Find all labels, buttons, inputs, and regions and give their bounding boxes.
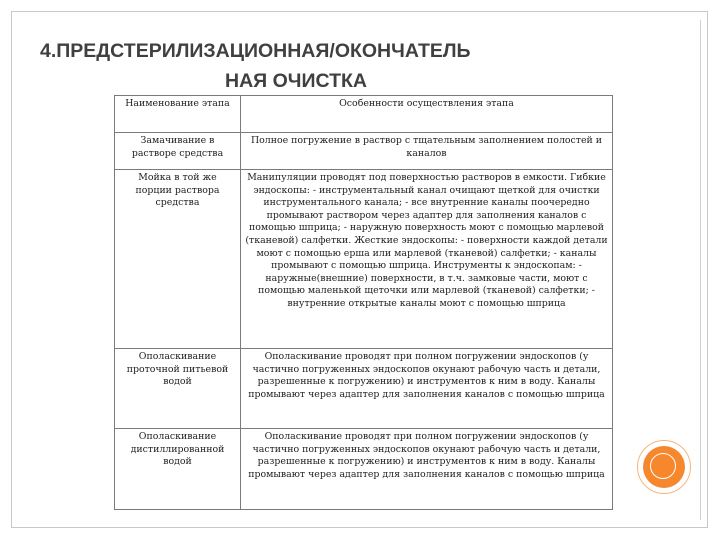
- table-header-row: [115, 96, 613, 133]
- slide-title: [40, 36, 600, 96]
- stage-name-cell: Ополаскивание дистиллированной водой: [115, 429, 241, 510]
- stage-details-cell: Ополаскивание проводят при полном погружении эндоскопов (у частично погруженных эндоскопов окунают рабочую часть и детали, разрешенные к погружению) и инструментов к ним в воду. Каналы промывают через адаптер для заполнения каналов с помощью шприца: [241, 429, 613, 510]
- table-row: [115, 133, 613, 170]
- stage-name-cell: Замачивание в растворе средства: [115, 133, 241, 170]
- slide-title-line-1: 4.ПРЕДСТЕРИЛИЗАЦИОННАЯ/ОКОНЧАТЕЛЬ: [40, 40, 471, 62]
- header-stage-details: Особенности осуществления этапа: [241, 96, 613, 133]
- stage-name-cell: Ополаскивание проточной питьевой водой: [115, 349, 241, 429]
- stage-name-cell: Мойка в той же порции раствора средства: [115, 170, 241, 349]
- stage-details-cell: Полное погружение в раствор с тщательным заполнением полостей и каналов: [241, 133, 613, 170]
- slide-right-rule: [700, 20, 701, 520]
- table-row: [115, 429, 613, 510]
- stage-details-cell: Манипуляции проводят под поверхностью растворов в емкости. Гибкие эндоскопы: - инструментальный канал очищают щеткой для очистки инструментального канала; - все внутренние каналы поочередно промывают раствором через адаптер для заполнения каналов с помощью шприца; - наружную поверхность моют с помощью марлевой (тканевой) салфетки. Жесткие эндоскопы: - поверхности каждой детали моют с помощью ерша или марлевой (тканевой) салфетки; - каналы промывают с помощью шприца. Инструменты к эндоскопам: - наружные(внешние) поверхности, в т.ч. замковые части, моют с помощью маленькой щеточки или марлевой (тканевой) салфетки; - внутренние открытые каналы моют с помощью шприца: [241, 170, 613, 349]
- slide-title-line-2: НАЯ ОЧИСТКА: [225, 70, 367, 92]
- table-row: [115, 170, 613, 349]
- header-stage-name: Наименование этапа: [115, 96, 241, 133]
- cleaning-stages-table: [114, 95, 613, 510]
- table-row: [115, 349, 613, 429]
- decorative-orange-circle-icon: [643, 446, 685, 488]
- stage-details-cell: Ополаскивание проводят при полном погружении эндоскопов (у частично погруженных эндоскопов окунают рабочую часть и детали, разрешенные к погружению) и инструментов к ним в воду. Каналы промывают через адаптер для заполнения каналов с помощью шприца: [241, 349, 613, 429]
